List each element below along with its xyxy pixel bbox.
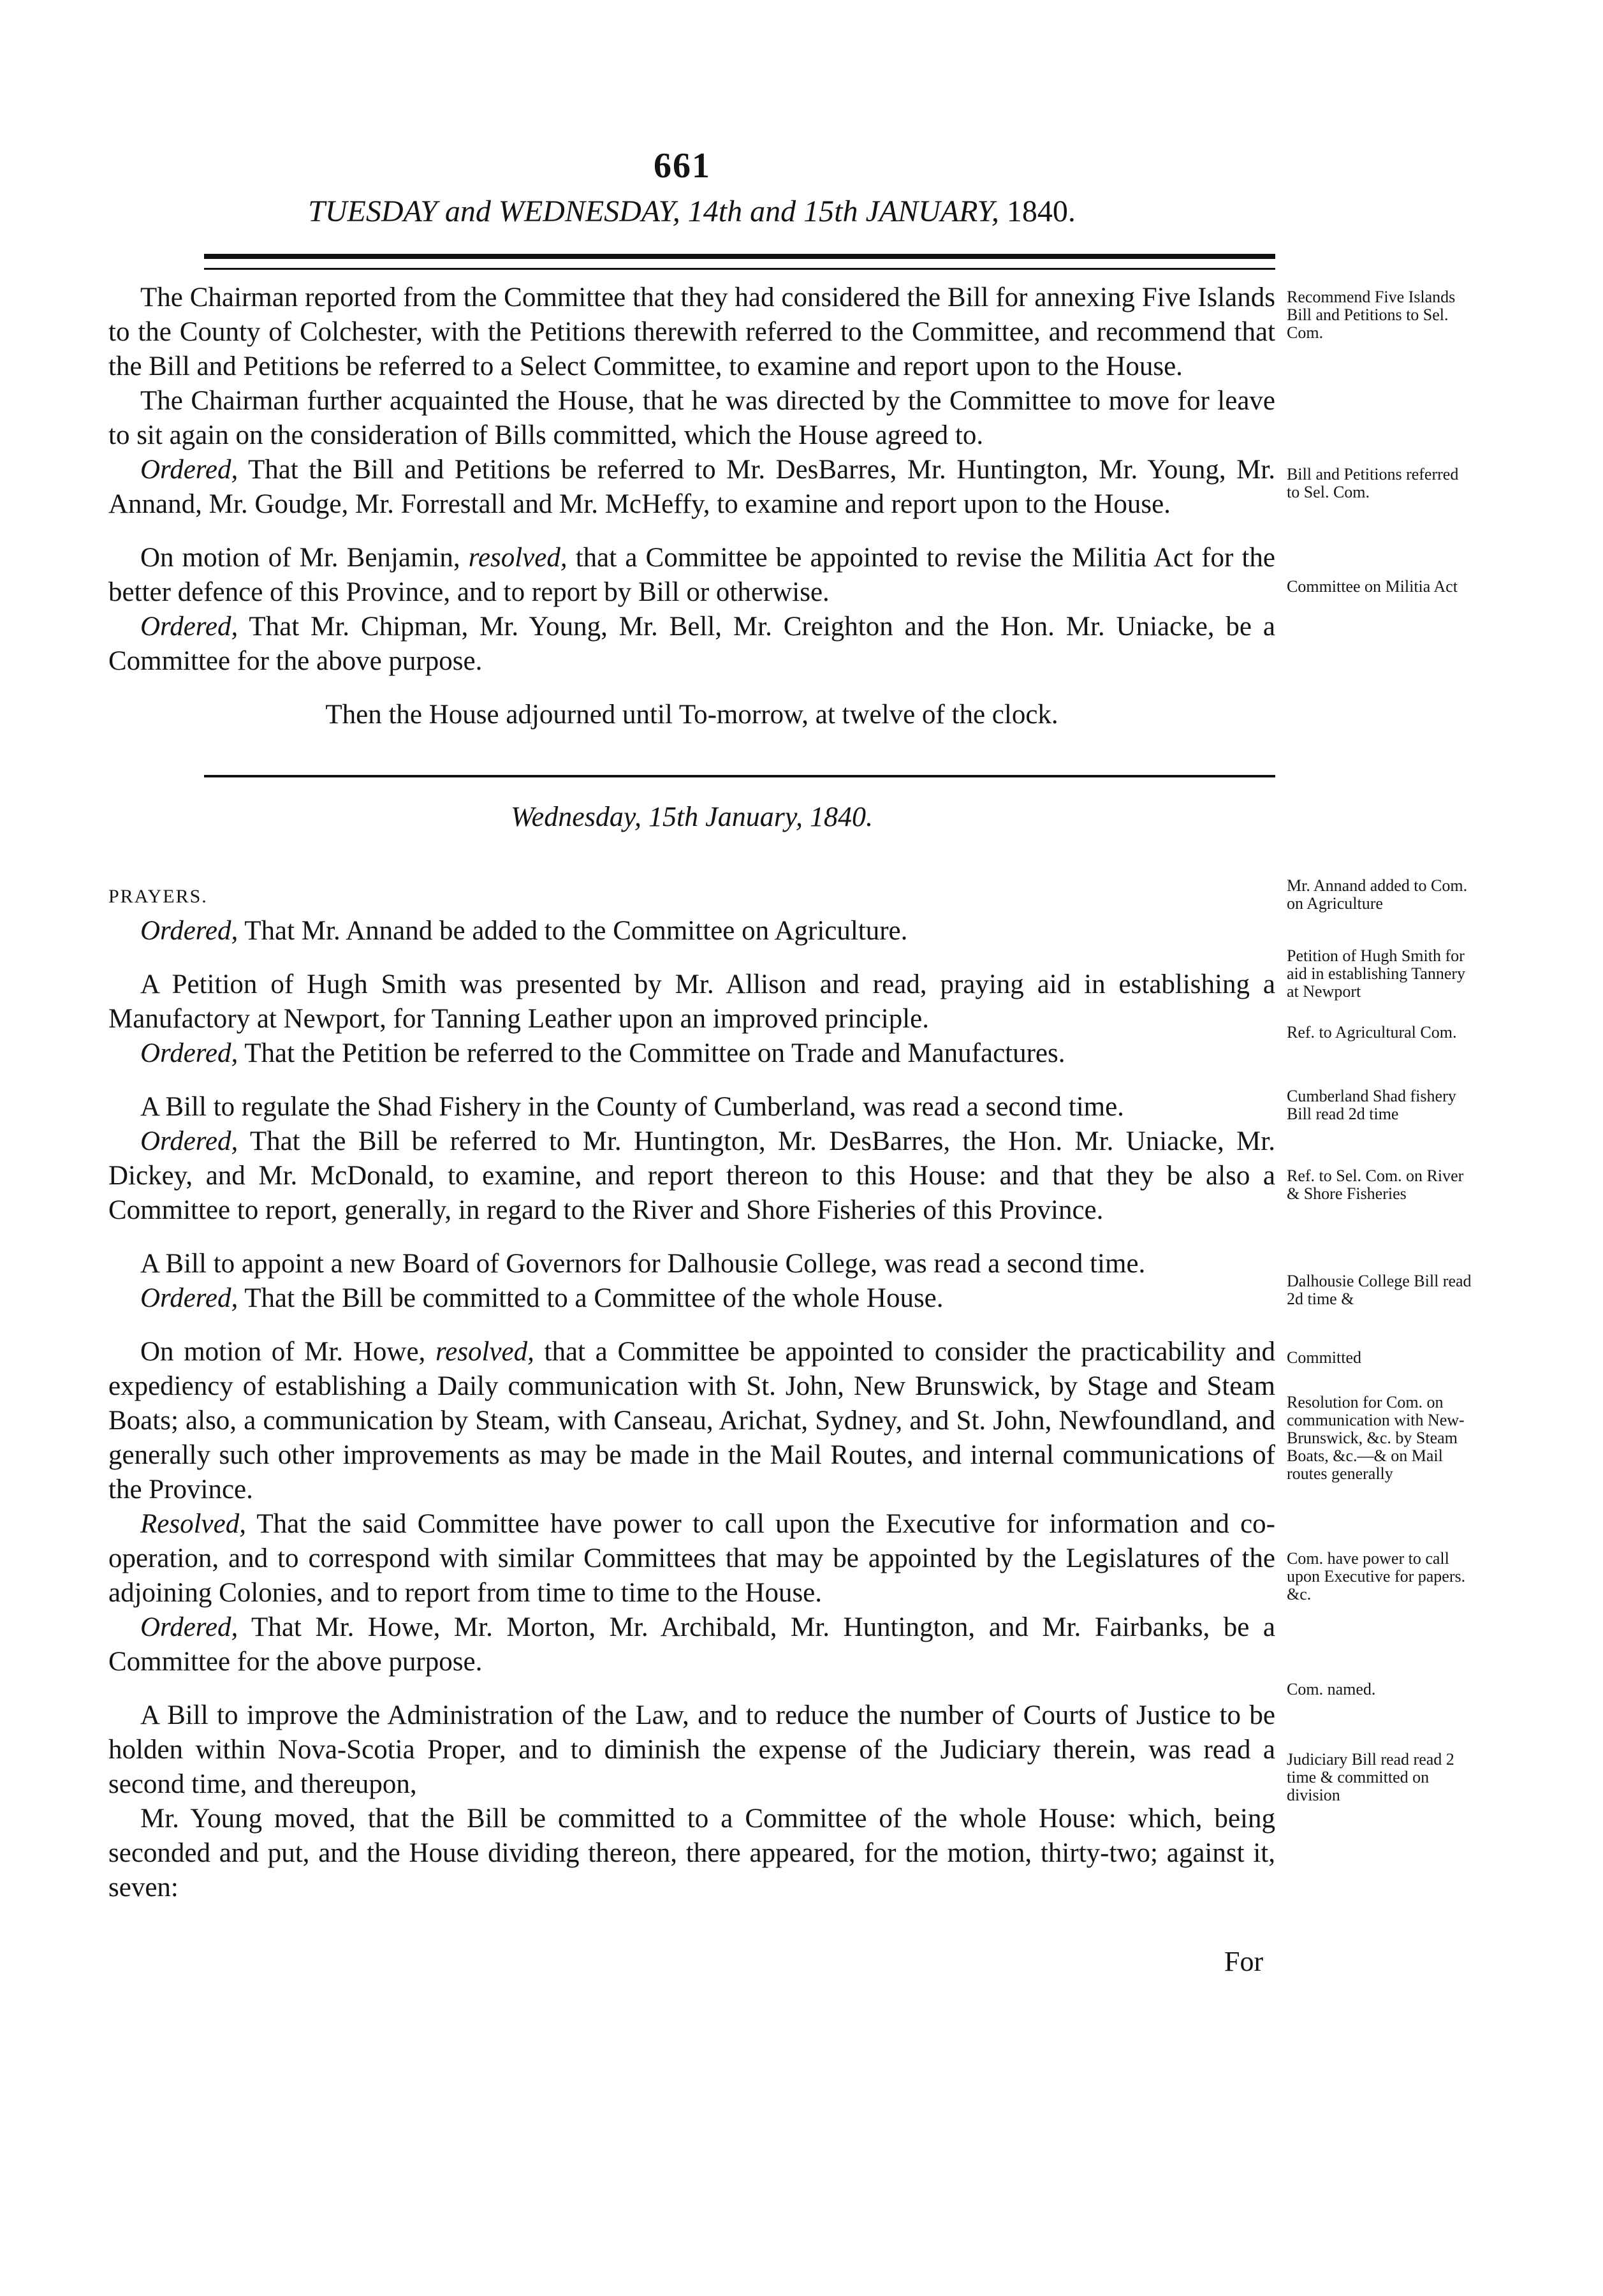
catchword: For xyxy=(1224,1946,1264,1977)
paragraph-text: That the Bill be referred to Mr. Huntington, Mr. DesBarres, the Hon. Mr. Uniacke, Mr. Dickey, and Mr. McDonald, to examine, and report thereon to this House: and that they be also a Committee to report, generally, in regard to the River and Shore Fisheries of this Province. xyxy=(108,1126,1275,1225)
running-head-year: 1840. xyxy=(1006,195,1076,228)
tuesday-proceedings xyxy=(108,281,1275,732)
margin-note: Committed xyxy=(1287,1348,1361,1367)
prayers-label: PRAYERS. xyxy=(108,886,208,907)
ordered-lead: Ordered, xyxy=(140,455,238,485)
ordered-lead: Ordered, xyxy=(140,1283,238,1313)
paragraph: The Chairman reported from the Committee that they had considered the Bill for annexing Five Islands to the County of Colchester, with the Petitions therewith referred to the Committee, and recommend that the Bill and Petitions be referred to a Select Committee, to examine and report upon to the House. xyxy=(108,283,1275,381)
running-head-month: JANUARY, xyxy=(865,195,999,228)
running-head-day1: TUESDAY xyxy=(308,195,437,228)
paragraph-text: that a Committee be appointed to revise the Militia Act for the better defence of this Province, and to report by Bill or otherwise. xyxy=(108,543,1276,607)
date-heading: Wednesday, 15th January, 1840. xyxy=(511,801,873,832)
wednesday-proceedings xyxy=(108,877,1275,1905)
paragraph-text: that a Committee be appointed to consider the practicability and expediency of establishing a Daily communication with St. John, New Brunswick, by Stage and Steam Boats; also, a communication by Steam, with Canseau, Arichat, Sydney, and St. John, Newfoundland, and generally such other improvements as may be made in the Mail Routes, and internal communications of the Province. xyxy=(108,1337,1276,1505)
margin-note: Judiciary Bill read read 2 time & committed on division xyxy=(1287,1750,1454,1804)
section-rule xyxy=(204,775,1275,777)
resolved-lead: resolved, xyxy=(468,543,567,573)
paragraph-text: That the Bill be committed to a Committee of the whole House. xyxy=(244,1283,944,1313)
paragraph xyxy=(108,541,1275,610)
ordered-lead: Ordered, xyxy=(140,612,238,642)
paragraph xyxy=(108,453,1275,522)
paragraph: The Chairman further acquainted the House, that he was directed by the Committee to move for leave to sit again on the consideration of Bills committed, which the House agreed to. xyxy=(108,386,1275,450)
margin-note: Bill and Petitions referred to Sel. Com. xyxy=(1287,465,1459,501)
margin-note: Ref. to Sel. Com. on River & Shore Fisheries xyxy=(1287,1166,1464,1203)
paragraph-text: That the Bill and Petitions be referred to Mr. DesBarres, Mr. Huntington, Mr. Young, Mr. Annand, Mr. Goudge, Mr. Forrestall and Mr. McHeffy, to examine and report upon to the House. xyxy=(108,455,1275,519)
paragraph xyxy=(108,1335,1275,1507)
paragraph-text: On motion of Mr. Howe, xyxy=(140,1337,426,1367)
adjournment: Then the House adjourned until To-morrow, at twelve of the clock. xyxy=(325,700,1058,730)
paragraph xyxy=(108,1036,1275,1071)
paragraph-text: That the Petition be referred to the Committee on Trade and Manufactures. xyxy=(244,1038,1065,1068)
margin-note: Committee on Militia Act xyxy=(1287,577,1458,596)
paragraph xyxy=(108,1507,1275,1610)
ordered-lead: Ordered, xyxy=(140,1612,238,1642)
margin-note: Ref. to Agricultural Com. xyxy=(1287,1023,1457,1041)
margin-note: Com. named. xyxy=(1287,1680,1376,1698)
paragraph xyxy=(108,610,1275,679)
resolved-lead: resolved, xyxy=(436,1337,534,1367)
running-head-conj: and xyxy=(444,195,491,228)
paragraph xyxy=(108,1124,1275,1228)
paragraph xyxy=(108,914,1275,948)
paragraph: A Bill to appoint a new Board of Governors for Dalhousie College, was read a second time. xyxy=(140,1249,1146,1279)
header-rule xyxy=(204,254,1275,270)
paragraph-text: That the said Committee have power to call upon the Executive for information and co-operation, and to correspond with similar Committees that may be appointed by the Legislatures of the adjoining Colonies, and to report from time to time to the House. xyxy=(108,1509,1275,1608)
paragraph-text: That Mr. Chipman, Mr. Young, Mr. Bell, Mr. Creighton and the Hon. Mr. Uniacke, be a Committee for the above purpose. xyxy=(108,612,1275,676)
margin-note: Com. have power to call upon Executive for papers. &c. xyxy=(1287,1549,1466,1603)
running-head-dates: 14th and 15th xyxy=(687,195,858,228)
paragraph-text: That Mr. Howe, Mr. Morton, Mr. Archibald, Mr. Huntington, and Mr. Fairbanks, be a Committee for the above purpose. xyxy=(108,1612,1275,1677)
resolved-lead: Resolved, xyxy=(140,1509,246,1539)
paragraph xyxy=(108,1281,1275,1316)
running-head xyxy=(102,191,1282,232)
prayers xyxy=(108,877,1275,914)
paragraph: A Bill to regulate the Shad Fishery in the County of Cumberland, was read a second time. xyxy=(140,1092,1124,1122)
ordered-lead: Ordered, xyxy=(140,916,238,946)
margin-note: Dalhousie College Bill read 2d time & xyxy=(1287,1272,1472,1308)
page-number: 661 xyxy=(654,146,711,186)
margin-note: Mr. Annand added to Com. on Agriculture xyxy=(1287,876,1468,913)
paragraph: A Petition of Hugh Smith was presented by Mr. Allison and read, praying aid in establishing a Manufactory at Newport, for Tanning Leather upon an improved principle. xyxy=(108,969,1275,1034)
ordered-lead: Ordered, xyxy=(140,1038,238,1068)
margin-note: Resolution for Com. on communication with New-Brunswick, &c. by Steam Boats, &c.—& on Mail routes generally xyxy=(1287,1393,1465,1483)
paragraph: A Bill to improve the Administration of the Law, and to reduce the number of Courts of Justice to be holden within Nova-Scotia Proper, and to diminish the expense of the Judiciary therein, was read a second time, and thereupon, xyxy=(108,1700,1275,1799)
paragraph-text: On motion of Mr. Benjamin, xyxy=(140,543,460,573)
margin-note: Petition of Hugh Smith for aid in establishing Tannery at Newport xyxy=(1287,946,1466,1001)
running-head-day2: WEDNESDAY, xyxy=(498,195,680,228)
paragraph xyxy=(108,1610,1275,1679)
margin-note: Cumberland Shad fishery Bill read 2d time xyxy=(1287,1087,1456,1123)
paragraph-text: That Mr. Annand be added to the Committee on Agriculture. xyxy=(244,916,908,946)
paragraph: Mr. Young moved, that the Bill be committed to a Committee of the whole House: which, being seconded and put, and the House dividing thereon, there appeared, for the motion, thirty-two; against it, seven: xyxy=(108,1804,1275,1902)
ordered-lead: Ordered, xyxy=(140,1126,238,1156)
margin-note: Recommend Five Islands Bill and Petitions to Sel. Com. xyxy=(1287,288,1456,342)
